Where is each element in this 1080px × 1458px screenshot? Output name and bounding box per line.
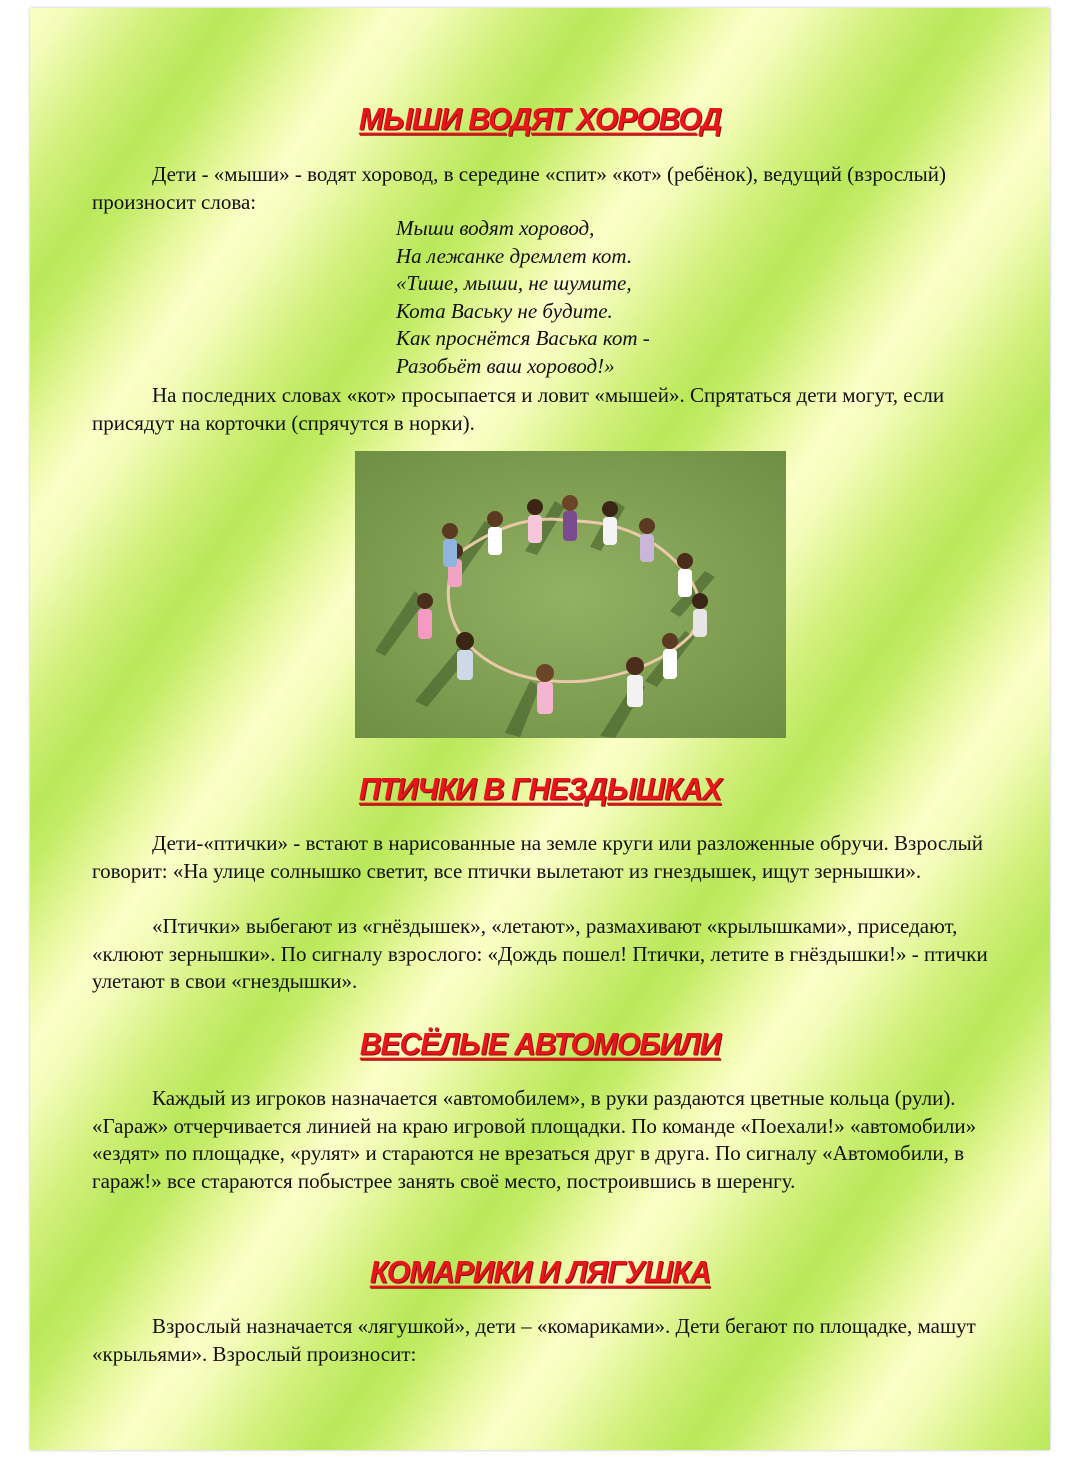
children-circle-photo (355, 451, 786, 738)
paragraph-mice-intro (92, 161, 1012, 216)
heading-mice: МЫШИ ВОДЯТ ХОРОВОД (358, 102, 722, 137)
heading-mosquitoes: КОМАРИКИ И ЛЯГУШКА (369, 1255, 711, 1290)
poem-line: На лежанке дремлет кот. (396, 243, 633, 268)
paragraph-text: «Птички» выбегают из «гнёздышек», «летают», размахивают «крылышками», приседают, «клюют зернышки». По сигналу взрослого: «Дождь пошел! Птички, летите в гнёздышки!» - птички улетают в свои «гнездышки». (92, 914, 988, 994)
poem-line: Разобьёт ваш хоровод!» (396, 353, 615, 378)
paragraph-text: Дети-«птички» - встают в нарисованные на земле круги или разложенные обручи. Взрослый говорит: «На улице солнышко светит, все птички вылетают из гнездышек, ищут зернышки». (92, 831, 984, 883)
poem-line: Мыши водят хоровод, (396, 216, 595, 240)
paragraph-text: Каждый из игроков назначается «автомобилем», в руки раздаются цветные кольца (рули). «Гараж» отчерчивается линией на краю игровой площадки. По команде «Поехали!» «автомобили» «ездят» по площадке, «рулят» и стараются не врезаться друг в друга. По сигналу «Автомобили, в гараж!» все стараются побыстрее занять своё место, построившись в шеренгу. (92, 1086, 977, 1193)
paragraph-cars (92, 1085, 1012, 1195)
paragraph-mice-outro (92, 382, 1012, 437)
poem (396, 215, 650, 381)
paragraph-text: На последних словах «кот» просыпается и ловит «мышей». Спрятаться дети могут, если присядут на корточки (спрячутся в норки). (92, 383, 945, 435)
document-page (30, 8, 1050, 1450)
paragraph-text: Дети - «мыши» - водят хоровод, в середине «спит» «кот» (ребёнок), ведущий (взрослый) произносит слова: (92, 162, 946, 214)
paragraph-mosquitoes (92, 1313, 1012, 1368)
poem-line: «Тише, мыши, не шумите, (396, 271, 632, 296)
heading-cars: ВЕСЁЛЫЕ АВТОМОБИЛИ (359, 1027, 721, 1062)
poem-line: Как проснётся Васька кот - (396, 326, 650, 351)
paragraph-text: Взрослый назначается «лягушкой», дети – «комариками». Дети бегают по площадке, машут «крыльями». Взрослый произносит: (92, 1314, 976, 1366)
children-circle-illustration (355, 451, 786, 738)
paragraph-birds-1 (92, 830, 1012, 885)
paragraph-birds-2 (92, 913, 1012, 996)
heading-birds: ПТИЧКИ В ГНЕЗДЫШКАХ (358, 772, 722, 807)
poem-line: Кота Ваську не будите. (396, 298, 613, 323)
